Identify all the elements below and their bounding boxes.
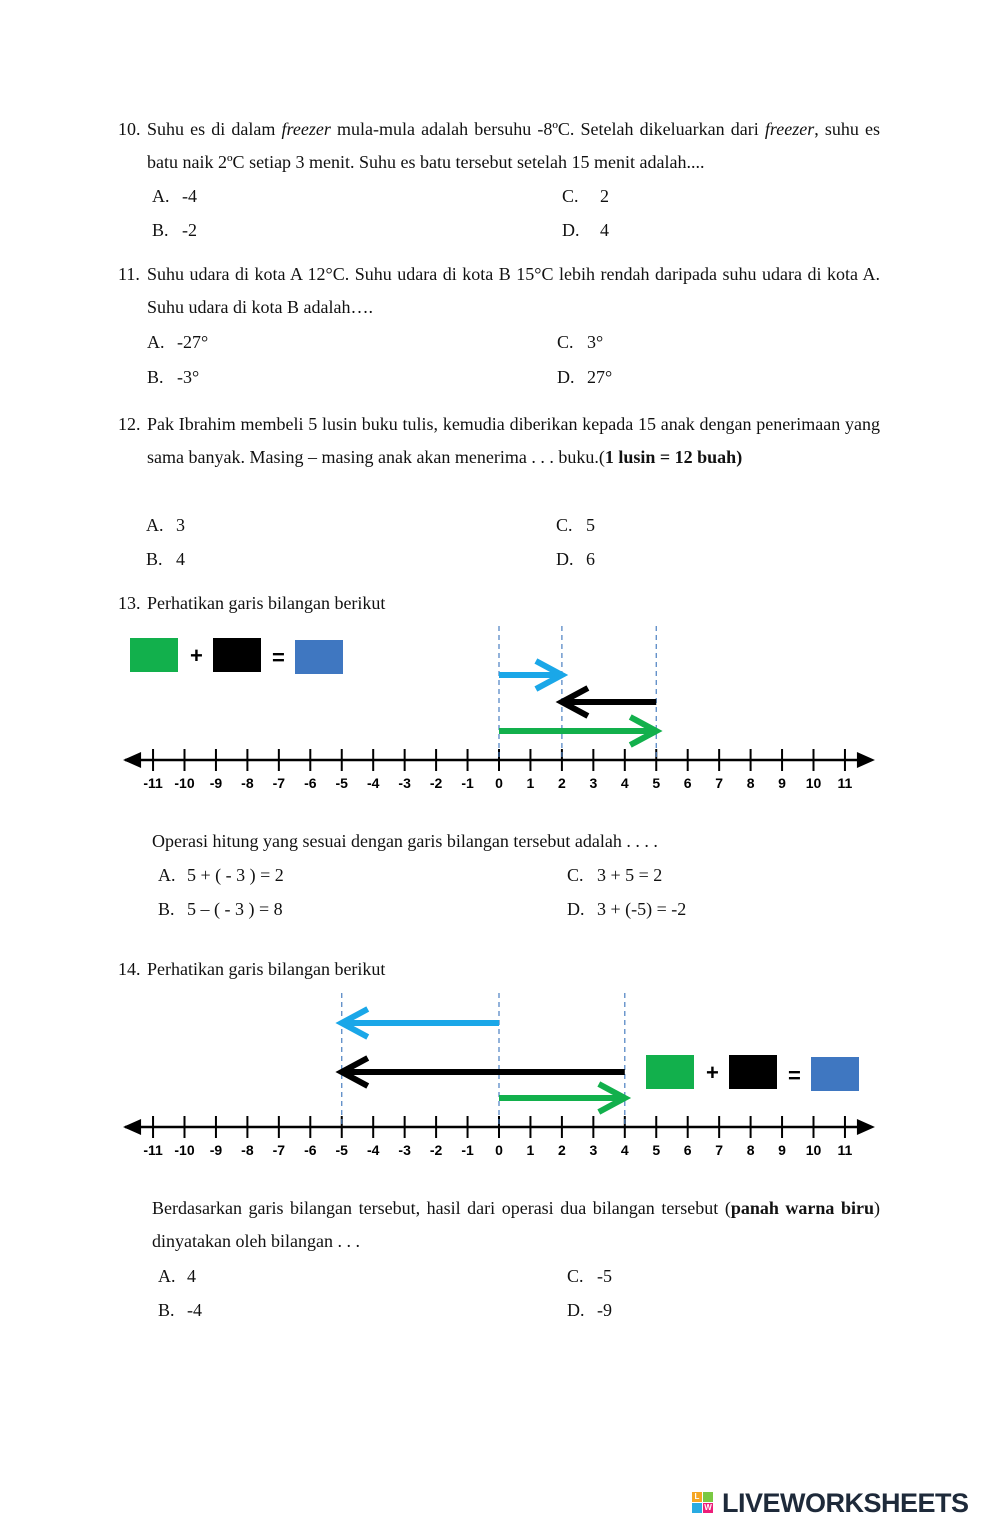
tick-label: 0 — [495, 1142, 503, 1158]
question-14-prompt: Berdasarkan garis bilangan tersebut, hasil dari operasi dua bilangan tersebut (panah warna biru) dinyatakan oleh bilangan . . . — [152, 1198, 880, 1251]
question-13 — [118, 587, 880, 620]
tick-label: -10 — [174, 775, 195, 791]
equals-sign: = — [272, 645, 285, 670]
option-a[interactable]: A. 3 — [146, 515, 185, 535]
option-b[interactable]: B. -2 — [152, 220, 197, 240]
option-d[interactable]: D. 27° — [557, 367, 613, 387]
tick-label: -1 — [461, 775, 474, 791]
option-b[interactable]: B. -3° — [147, 367, 200, 387]
tick-label: 1 — [526, 1142, 535, 1158]
arrow-layer — [342, 1009, 625, 1112]
tick-label: -11 — [143, 775, 163, 791]
option-d[interactable]: D. 3 + (-5) = -2 — [567, 899, 687, 919]
logo-square-icon: L — [692, 1492, 702, 1502]
logo-square-icon — [703, 1492, 713, 1502]
tick-label: -2 — [429, 1142, 443, 1158]
question-text: Suhu es di dalam freezer mula-mula adalah bersuhu -8ºC. Setelah dikeluarkan dari freezer, suhu es batu naik 2ºC setiap 3 menit. Suhu es batu tersebut setelah 15 menit adalah.... — [147, 119, 880, 172]
tick-label: -9 — [209, 775, 223, 791]
tick-label: -3 — [398, 1142, 411, 1158]
question-number: 12. — [118, 414, 141, 434]
question-number: 14. — [118, 959, 141, 979]
tick-label: 5 — [652, 775, 661, 791]
tick-label: 8 — [746, 775, 755, 791]
tick-label: 11 — [837, 775, 853, 791]
tick-label: 9 — [778, 775, 786, 791]
question-title: Perhatikan garis bilangan berikut — [147, 959, 386, 979]
question-number: 13. — [118, 593, 141, 613]
tick-label: 2 — [558, 775, 566, 791]
option-c[interactable]: C. 5 — [556, 515, 595, 535]
axis-left-arrowhead — [123, 752, 141, 768]
green-swatch — [646, 1055, 694, 1089]
question-number: 11. — [118, 264, 140, 284]
option-c[interactable]: C. 3 + 5 = 2 — [567, 865, 663, 885]
arrow-layer — [499, 661, 656, 745]
tick-label: -5 — [335, 775, 348, 791]
tick-label: -10 — [174, 1142, 195, 1158]
tick-label: 11 — [837, 1142, 853, 1158]
equals-sign: = — [788, 1063, 801, 1088]
tick-label: 10 — [805, 775, 822, 791]
brand-name: LIVEWORKSHEETS — [722, 1488, 969, 1518]
tick-label: 9 — [778, 1142, 786, 1158]
axis-left-arrowhead — [123, 1119, 141, 1135]
option-a[interactable]: A. -4 — [152, 186, 197, 206]
tick-label: 6 — [683, 775, 692, 791]
plus-sign: + — [190, 643, 203, 668]
blue-swatch — [811, 1057, 859, 1091]
question-10 — [118, 113, 880, 179]
tick-label: -8 — [241, 1142, 254, 1158]
tick-label: 2 — [558, 1142, 566, 1158]
axis-right-arrowhead — [857, 1119, 875, 1135]
option-a[interactable]: A. -27° — [147, 332, 209, 352]
tick-label: -6 — [304, 775, 317, 791]
tick-label: 0 — [495, 775, 503, 791]
tick-label: -3 — [398, 775, 411, 791]
green-swatch — [130, 638, 178, 672]
logo-square-icon: W — [704, 1503, 712, 1512]
option-c[interactable]: C. 3° — [557, 332, 604, 352]
tick-label: -9 — [209, 1142, 223, 1158]
tick-label: -5 — [335, 1142, 348, 1158]
tick-label: -8 — [241, 775, 254, 791]
question-text: Suhu udara di kota A 12°C. Suhu udara di kota B 15°C lebih rendah daripada suhu udara di kota A. Suhu udara di kota B adalah…. — [147, 264, 880, 317]
number-line-figure-14 — [0, 985, 1000, 1165]
tick-label: -4 — [366, 775, 380, 791]
tick-label: 6 — [683, 1142, 692, 1158]
tick-label: -4 — [366, 1142, 380, 1158]
question-title: Perhatikan garis bilangan berikut — [147, 593, 386, 613]
option-d[interactable]: D. 6 — [556, 549, 595, 569]
question-text: Pak Ibrahim membeli 5 lusin buku tulis, kemudia diberikan kepada 15 anak dengan penerimaan yang sama banyak. Masing – masing anak akan menerima . . . buku.(1 lusin = 12 buah) — [147, 414, 880, 467]
option-b[interactable]: B. -4 — [158, 1300, 202, 1320]
black-swatch — [729, 1055, 777, 1089]
tick-label: -2 — [429, 775, 443, 791]
axis-right-arrowhead — [857, 752, 875, 768]
option-d[interactable]: D. 4 — [562, 220, 609, 240]
question-13-prompt: Operasi hitung yang sesuai dengan garis bilangan tersebut adalah . . . . — [152, 831, 658, 851]
black-swatch — [213, 638, 261, 672]
question-number: 10. — [118, 119, 141, 139]
tick-label: 10 — [805, 1142, 822, 1158]
liveworksheets-logo[interactable] — [692, 1488, 992, 1522]
number-line-figure-13 — [0, 620, 1000, 800]
option-b[interactable]: B. 4 — [146, 549, 185, 569]
tick-label: 4 — [620, 1142, 629, 1158]
tick-label: -7 — [272, 1142, 286, 1158]
tick-label: 7 — [715, 775, 724, 791]
tick-label: -1 — [461, 1142, 474, 1158]
question-12 — [118, 408, 880, 474]
tick-label: 5 — [652, 1142, 661, 1158]
option-a[interactable]: A. 4 — [158, 1266, 196, 1286]
tick-label: -7 — [272, 775, 286, 791]
tick-label: -6 — [304, 1142, 317, 1158]
tick-label: 4 — [620, 775, 629, 791]
option-a[interactable]: A. 5 + ( - 3 ) = 2 — [158, 865, 284, 885]
tick-label: 1 — [526, 775, 535, 791]
tick-label: 3 — [589, 1142, 598, 1158]
tick-label: -11 — [143, 1142, 163, 1158]
option-c[interactable]: C. 2 — [562, 186, 609, 206]
question-11 — [118, 258, 880, 324]
option-b[interactable]: B. 5 – ( - 3 ) = 8 — [158, 899, 283, 919]
option-d[interactable]: D. -9 — [567, 1300, 612, 1320]
option-c[interactable]: C. -5 — [567, 1266, 612, 1286]
tick-label: 8 — [746, 1142, 755, 1158]
tick-label: 7 — [715, 1142, 724, 1158]
blue-swatch — [295, 640, 343, 674]
question-14 — [118, 953, 880, 986]
plus-sign: + — [706, 1060, 719, 1085]
tick-label: 3 — [589, 775, 598, 791]
logo-square-icon — [692, 1503, 702, 1513]
